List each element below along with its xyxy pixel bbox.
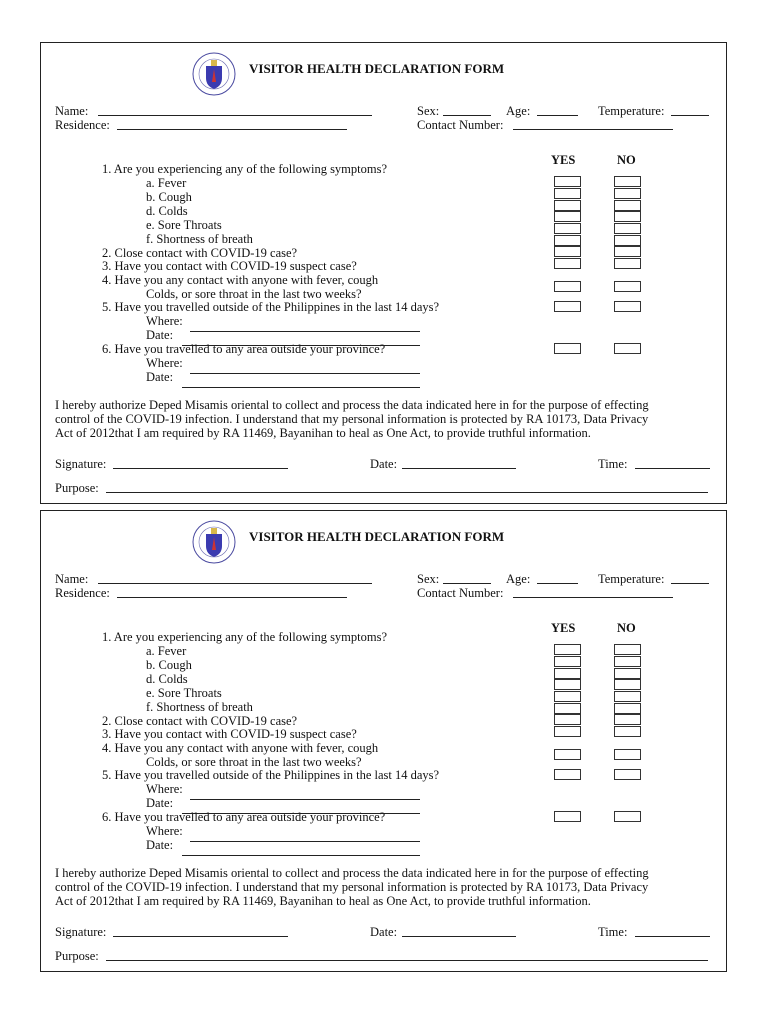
yes-checkbox[interactable] [554,656,581,667]
health-declaration-form [40,42,727,504]
no-checkbox[interactable] [614,246,641,257]
question-text: 5. Have you travelled outside of the Philippines in the last 14 days? [102,768,440,782]
purpose-field[interactable] [106,949,708,961]
no-header: NO [617,153,636,167]
answer-line[interactable] [182,802,420,814]
name-label: Name: [55,572,89,586]
sex-label: Sex: [417,572,440,586]
yes-checkbox[interactable] [554,281,581,292]
no-checkbox[interactable] [614,223,641,234]
purpose-label: Purpose: [55,949,99,963]
time-field[interactable] [635,457,710,469]
no-checkbox[interactable] [614,301,641,312]
yes-header: YES [551,621,576,635]
residence-label: Residence: [55,586,110,600]
no-checkbox[interactable] [614,258,641,269]
temperature-field[interactable] [671,104,709,116]
age-label: Age: [506,104,531,118]
temperature-field[interactable] [671,572,709,584]
yes-checkbox[interactable] [554,679,581,690]
name-field[interactable] [98,104,372,116]
yes-header: YES [551,153,576,167]
no-checkbox[interactable] [614,769,641,780]
deped-seal-logo [192,520,236,564]
answer-line[interactable] [182,844,420,856]
no-checkbox[interactable] [614,656,641,667]
no-checkbox[interactable] [614,200,641,211]
yes-checkbox[interactable] [554,769,581,780]
no-checkbox[interactable] [614,176,641,187]
time-field[interactable] [635,925,710,937]
residence-label: Residence: [55,118,110,132]
question-text: 4. Have you any contact with anyone with fever, cough [102,273,379,287]
sex-field[interactable] [443,572,491,584]
consent-text: I hereby authorize Deped Misamis oriental to collect and process the data indicated here in for the purpose of effecting [55,866,649,880]
question-text: f. Shortness of breath [146,232,253,246]
question-text: 1. Are you experiencing any of the following symptoms? [102,630,388,644]
question-text: Colds, or sore throat in the last two weeks? [146,287,362,301]
question-text: 3. Have you contact with COVID-19 suspect case? [102,727,357,741]
consent-text: I hereby authorize Deped Misamis oriental to collect and process the data indicated here in for the purpose of effecting [55,398,649,412]
time-label: Time: [598,457,628,471]
question-text: 2. Close contact with COVID-19 case? [102,246,298,260]
question-text: f. Shortness of breath [146,700,253,714]
yes-checkbox[interactable] [554,644,581,655]
contact-field[interactable] [513,118,673,130]
date-field[interactable] [402,925,516,937]
yes-checkbox[interactable] [554,749,581,760]
yes-checkbox[interactable] [554,811,581,822]
time-label: Time: [598,925,628,939]
question-text: Date: [146,838,174,852]
question-text: 3. Have you contact with COVID-19 suspect case? [102,259,357,273]
question-text: e. Sore Throats [146,218,222,232]
no-checkbox[interactable] [614,811,641,822]
question-text: 6. Have you travelled to any area outside your province? [102,810,386,824]
yes-checkbox[interactable] [554,235,581,246]
residence-field[interactable] [117,118,347,130]
no-checkbox[interactable] [614,281,641,292]
temperature-label: Temperature: [598,104,665,118]
yes-checkbox[interactable] [554,726,581,737]
signature-field[interactable] [113,925,288,937]
no-checkbox[interactable] [614,188,641,199]
temperature-label: Temperature: [598,572,665,586]
question-text: d. Colds [146,204,188,218]
consent-text: Act of 2012that I am required by RA 11469, Bayanihan to heal as One Act, to provide truthful information. [55,426,591,440]
signature-label: Signature: [55,457,107,471]
question-text: Date: [146,328,174,342]
question-text: 6. Have you travelled to any area outside your province? [102,342,386,356]
no-checkbox[interactable] [614,749,641,760]
question-text: Colds, or sore throat in the last two weeks? [146,755,362,769]
answer-line[interactable] [190,830,420,842]
yes-checkbox[interactable] [554,188,581,199]
signature-field[interactable] [113,457,288,469]
age-field[interactable] [537,572,578,584]
contact-field[interactable] [513,586,673,598]
yes-checkbox[interactable] [554,211,581,222]
yes-checkbox[interactable] [554,703,581,714]
question-text: 4. Have you any contact with anyone with fever, cough [102,741,379,755]
answer-line[interactable] [190,320,420,332]
question-text: a. Fever [146,644,187,658]
question-text: 5. Have you travelled outside of the Philippines in the last 14 days? [102,300,440,314]
yes-checkbox[interactable] [554,200,581,211]
yes-checkbox[interactable] [554,258,581,269]
yes-checkbox[interactable] [554,668,581,679]
date-label: Date: [370,925,398,939]
answer-line[interactable] [190,788,420,800]
no-checkbox[interactable] [614,668,641,679]
yes-checkbox[interactable] [554,691,581,702]
signature-label: Signature: [55,925,107,939]
question-text: Where: [146,356,183,370]
contact-label: Contact Number: [417,586,504,600]
no-checkbox[interactable] [614,679,641,690]
answer-line[interactable] [182,376,420,388]
date-field[interactable] [402,457,516,469]
question-text: a. Fever [146,176,187,190]
consent-text: control of the COVID-19 infection. I understand that my personal information is protected by RA 10173, Data Privacy [55,412,649,426]
yes-checkbox[interactable] [554,343,581,354]
form-title: VISITOR HEALTH DECLARATION FORM [249,529,505,544]
sex-label: Sex: [417,104,440,118]
question-text: Date: [146,370,174,384]
consent-text: Act of 2012that I am required by RA 11469, Bayanihan to heal as One Act, to provide truthful information. [55,894,591,908]
no-header: NO [617,621,636,635]
deped-seal-logo [192,52,236,96]
no-checkbox[interactable] [614,703,641,714]
purpose-field[interactable] [106,481,708,493]
question-text: 2. Close contact with COVID-19 case? [102,714,298,728]
sex-field[interactable] [443,104,491,116]
purpose-label: Purpose: [55,481,99,495]
yes-checkbox[interactable] [554,176,581,187]
question-text: Where: [146,314,183,328]
no-checkbox[interactable] [614,343,641,354]
question-text: d. Colds [146,672,188,686]
yes-checkbox[interactable] [554,223,581,234]
question-text: Where: [146,824,183,838]
age-field[interactable] [537,104,578,116]
no-checkbox[interactable] [614,644,641,655]
name-field[interactable] [98,572,372,584]
question-text: Date: [146,796,174,810]
yes-checkbox[interactable] [554,301,581,312]
question-text: 1. Are you experiencing any of the following symptoms? [102,162,388,176]
contact-label: Contact Number: [417,118,504,132]
no-checkbox[interactable] [614,211,641,222]
residence-field[interactable] [117,586,347,598]
question-text: b. Cough [146,658,192,672]
no-checkbox[interactable] [614,714,641,725]
no-checkbox[interactable] [614,691,641,702]
health-declaration-form [40,510,727,972]
answer-line[interactable] [182,334,420,346]
consent-text: control of the COVID-19 infection. I understand that my personal information is protected by RA 10173, Data Privacy [55,880,649,894]
date-label: Date: [370,457,398,471]
question-text: Where: [146,782,183,796]
age-label: Age: [506,572,531,586]
no-checkbox[interactable] [614,726,641,737]
question-text: e. Sore Throats [146,686,222,700]
name-label: Name: [55,104,89,118]
form-title: VISITOR HEALTH DECLARATION FORM [249,61,505,76]
question-text: b. Cough [146,190,192,204]
yes-checkbox[interactable] [554,246,581,257]
no-checkbox[interactable] [614,235,641,246]
yes-checkbox[interactable] [554,714,581,725]
answer-line[interactable] [190,362,420,374]
